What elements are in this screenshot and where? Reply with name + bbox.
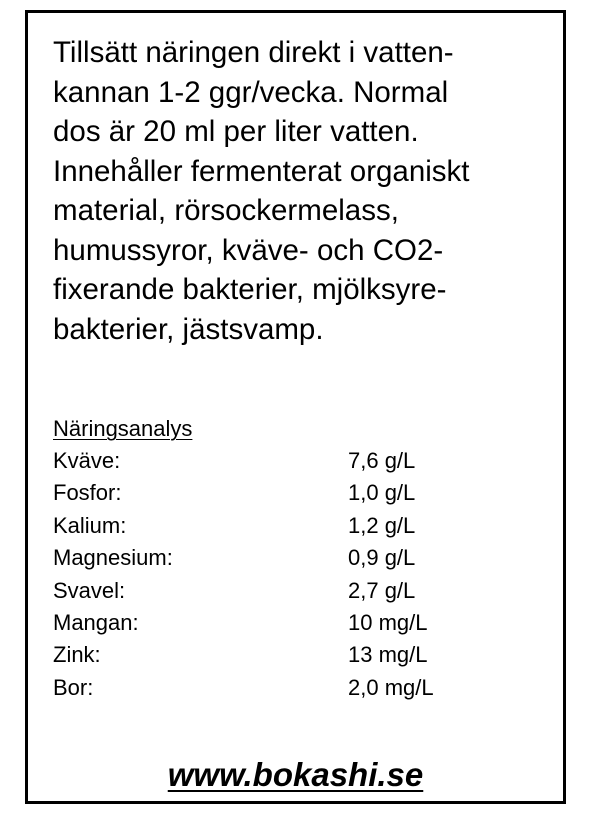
nutrient-value: 7,6 g/L bbox=[348, 448, 416, 473]
instruction-line: humussyror, kväve- och CO2- bbox=[53, 233, 444, 267]
instruction-line: bakterier, jästsvamp. bbox=[53, 312, 324, 346]
nutrient-name: Mangan: bbox=[53, 609, 139, 635]
website-url: www.bokashi.se bbox=[167, 756, 424, 793]
nutrient-row-mangan bbox=[53, 607, 543, 639]
nutrient-analysis bbox=[53, 413, 543, 704]
nutrient-row-kvave bbox=[53, 445, 543, 477]
nutrient-row-bor bbox=[53, 672, 543, 704]
nutrient-name: Kalium: bbox=[53, 512, 127, 538]
nutrient-value: 2,0 mg/L bbox=[348, 674, 434, 700]
nutrient-value: 0,9 g/L bbox=[348, 545, 416, 571]
instruction-line: kannan 1-2 ggr/vecka. Normal bbox=[53, 75, 449, 109]
nutrient-analysis-heading: Näringsanalys bbox=[53, 416, 193, 441]
instruction-line: material, rörsockermelass, bbox=[53, 194, 399, 227]
nutrient-row-fosfor bbox=[53, 477, 543, 509]
nutrient-row-svavel bbox=[53, 575, 543, 607]
nutrient-value: 13 mg/L bbox=[348, 642, 428, 668]
nutrient-name: Fosfor: bbox=[53, 480, 122, 506]
instruction-line: Innehåller fermenterat organiskt bbox=[53, 154, 470, 188]
instruction-line: Tillsätt näringen direkt i vatten- bbox=[53, 36, 454, 69]
instruction-line: fixerande bakterier, mjölksyre- bbox=[53, 273, 447, 306]
nutrient-value: 1,0 g/L bbox=[348, 480, 416, 506]
nutrient-row-magnesium bbox=[53, 542, 543, 574]
nutrient-name: Zink: bbox=[53, 642, 101, 668]
label-frame bbox=[25, 10, 566, 804]
nutrient-row-zink bbox=[53, 639, 543, 671]
nutrient-name: Kväve: bbox=[53, 448, 121, 473]
usage-instructions bbox=[53, 33, 563, 349]
nutrient-name: Bor: bbox=[53, 674, 94, 700]
nutrient-row-kalium bbox=[53, 510, 543, 542]
nutrient-value: 10 mg/L bbox=[348, 609, 428, 635]
nutrient-value: 1,2 g/L bbox=[348, 512, 416, 538]
nutrient-name: Svavel: bbox=[53, 577, 126, 603]
nutrient-name: Magnesium: bbox=[53, 545, 173, 571]
instruction-line: dos är 20 ml per liter vatten. bbox=[53, 115, 419, 148]
nutrient-value: 2,7 g/L bbox=[348, 577, 416, 603]
